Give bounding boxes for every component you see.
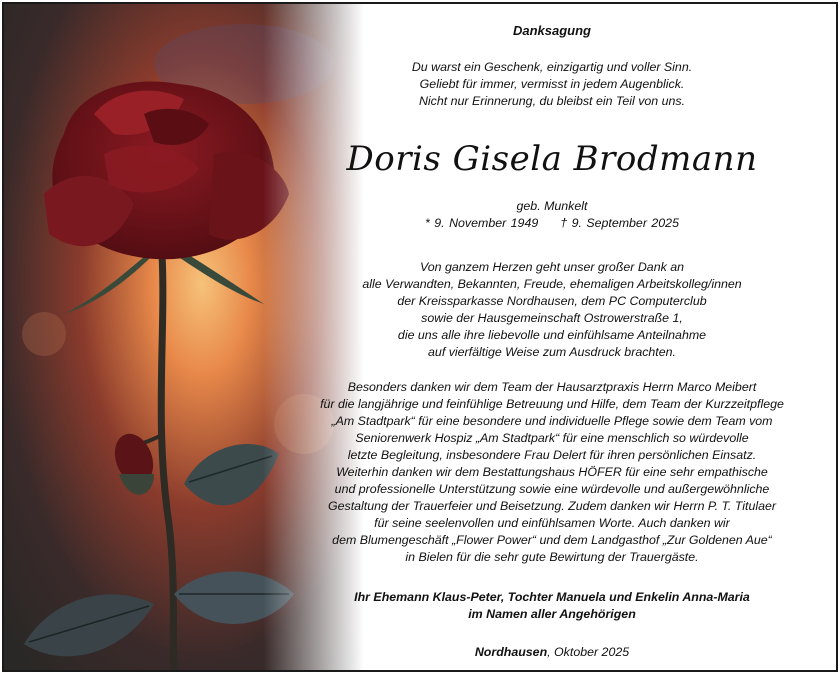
- notice-frame: [2, 2, 838, 672]
- text-line: „Am Stadtpark“ für eine besondere und individuelle Pflege sowie dem Team vom: [331, 414, 773, 428]
- text-line: die uns alle ihre liebevolle und einfühlsame Anteilnahme: [397, 328, 707, 342]
- death-date: † 9. September 2025: [560, 216, 679, 230]
- verse-line: Du warst ein Geschenk, einzigartig und voller Sinn.: [411, 60, 693, 74]
- text-line: der Kreissparkasse Nordhausen, dem PC Computerclub: [397, 294, 707, 308]
- text-line: Von ganzem Herzen geht unser großer Dank an: [419, 260, 685, 274]
- text-line: und professionelle Unterstützung sowie eine würdevolle und außergewöhnliche: [334, 482, 770, 496]
- text-line: in Bielen für die sehr gute Bewirtung der Trauergäste.: [405, 550, 699, 564]
- text-line: Gestaltung der Trauerfeier und Beisetzung. Zudem danken wir Herrn P. T. Titulaer: [327, 499, 776, 513]
- signature-line: im Namen aller Angehörigen: [468, 607, 636, 621]
- life-dates: [274, 215, 830, 232]
- verse-line: Geliebt für immer, vermisst in jedem Augenblick.: [419, 77, 685, 91]
- notice-text: [274, 4, 830, 670]
- thanks-paragraph-1: [274, 259, 830, 361]
- place-name: Nordhausen: [474, 645, 548, 659]
- deceased-name: Doris Gisela Brodmann: [346, 139, 758, 179]
- text-line: Weiterhin danken wir dem Bestattungshaus HÖFER für eine sehr empathische: [336, 465, 768, 479]
- text-line: Seniorenwerk Hospiz „Am Stadtpark“ für eine menschlich so würdevolle: [355, 431, 749, 445]
- text-line: auf vierfältige Weise zum Ausdruck brachten.: [428, 345, 676, 359]
- birth-name: geb. Munkelt: [516, 199, 588, 213]
- text-line: für die langjährige und feinfühlige Betreuung und Hilfe, dem Team der Kurzzeitpflege: [320, 397, 784, 411]
- notice-heading: Danksagung: [512, 23, 591, 38]
- birth-date: * 9. November 1949: [425, 216, 539, 230]
- text-line: Besonders danken wir dem Team der Hausarztpraxis Herrn Marco Meibert: [347, 380, 757, 394]
- text-line: sowie der Hausgemeinschaft Ostrowerstraße 1,: [421, 311, 683, 325]
- verse-line: Nicht nur Erinnerung, du bleibst ein Teil von uns.: [418, 94, 686, 108]
- memorial-verse: [274, 59, 830, 110]
- signature-block: [274, 589, 830, 623]
- text-line: alle Verwandten, Bekannten, Freude, ehemaligen Arbeitskolleg/innen: [362, 277, 742, 291]
- text-line: für seine seelenvollen und einfühlsamen Worte. Auch danken wir: [374, 516, 730, 530]
- notice-date: , Oktober 2025: [547, 645, 630, 659]
- thanks-paragraph-2: [274, 379, 830, 566]
- text-line: dem Blumengeschäft „Flower Power“ und dem Landgasthof „Zur Goldenen Aue“: [332, 533, 772, 547]
- place-and-date: [274, 644, 830, 661]
- signature-line: Ihr Ehemann Klaus-Peter, Tochter Manuela und Enkelin Anna-Maria: [354, 590, 750, 604]
- text-line: letzte Begleitung, insbesondere Frau Delert für ihren persönlichen Einsatz.: [347, 448, 757, 462]
